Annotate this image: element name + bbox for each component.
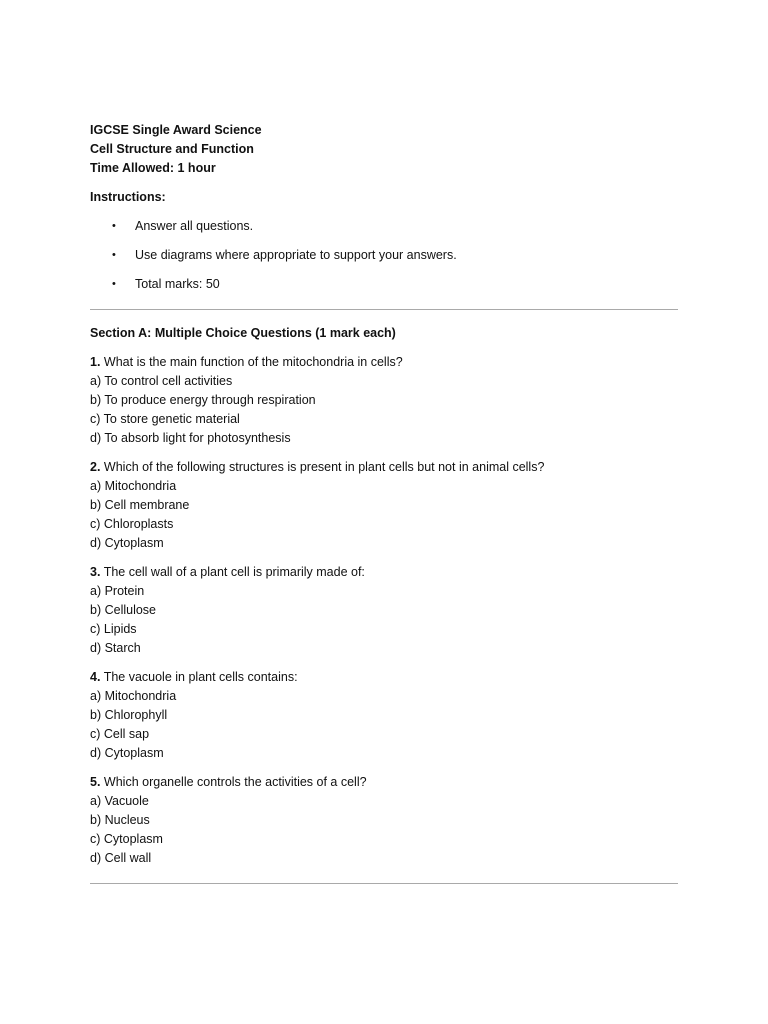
question-number: 5. [90, 775, 101, 789]
question-text: Which of the following structures is present in plant cells but not in animal cells? [103, 460, 545, 474]
question-text: The vacuole in plant cells contains: [103, 670, 298, 684]
question-3 [90, 563, 680, 658]
question-stem [90, 563, 680, 582]
instruction-text: Use diagrams where appropriate to support your answers. [135, 248, 457, 262]
answer-option: a) Protein [90, 584, 145, 598]
bullet-icon: • [112, 249, 116, 261]
document-header [90, 121, 680, 178]
question-2 [90, 458, 680, 553]
answer-option: a) Mitochondria [90, 479, 177, 493]
question-text: Which organelle controls the activities of a cell? [103, 775, 367, 789]
answer-option: b) Nucleus [90, 813, 150, 827]
answer-option: b) Chlorophyll [90, 708, 168, 722]
question-stem [90, 353, 680, 372]
time-allowed: Time Allowed: 1 hour [90, 161, 216, 175]
question-text: What is the main function of the mitochondria in cells? [103, 355, 403, 369]
question-number: 3. [90, 565, 101, 579]
instruction-text: Total marks: 50 [135, 277, 220, 291]
document-page [90, 121, 680, 898]
instruction-item [90, 217, 680, 236]
question-4 [90, 668, 680, 763]
answer-option: a) To control cell activities [90, 374, 233, 388]
answer-option: b) To produce energy through respiration [90, 393, 316, 407]
bullet-icon: • [112, 278, 116, 290]
answer-option: c) Cell sap [90, 727, 150, 741]
question-5 [90, 773, 680, 868]
section-divider [90, 883, 678, 884]
question-1 [90, 353, 680, 448]
section-divider [90, 309, 678, 310]
answer-option: c) Chloroplasts [90, 517, 174, 531]
answer-option: c) Cytoplasm [90, 832, 163, 846]
answer-option: d) Cell wall [90, 851, 152, 865]
question-text: The cell wall of a plant cell is primarily made of: [103, 565, 365, 579]
section-a-title: Section A: Multiple Choice Questions (1 mark each) [90, 326, 396, 340]
answer-option: d) Cytoplasm [90, 536, 164, 550]
topic-title: Cell Structure and Function [90, 142, 254, 156]
instruction-text: Answer all questions. [135, 219, 254, 233]
question-stem [90, 668, 680, 687]
answer-option: a) Vacuole [90, 794, 149, 808]
answer-option: d) Starch [90, 641, 141, 655]
answer-option: b) Cellulose [90, 603, 157, 617]
instructions-list [90, 217, 680, 294]
instruction-item [90, 246, 680, 265]
question-stem [90, 773, 680, 792]
answer-option: d) To absorb light for photosynthesis [90, 431, 291, 445]
question-number: 4. [90, 670, 101, 684]
bullet-icon: • [112, 220, 116, 232]
course-title: IGCSE Single Award Science [90, 123, 262, 137]
question-number: 1. [90, 355, 101, 369]
instructions-heading: Instructions: [90, 190, 166, 204]
question-number: 2. [90, 460, 101, 474]
answer-option: c) Lipids [90, 622, 137, 636]
answer-option: a) Mitochondria [90, 689, 177, 703]
instruction-item [90, 275, 680, 294]
question-stem [90, 458, 680, 477]
answer-option: d) Cytoplasm [90, 746, 164, 760]
answer-option: b) Cell membrane [90, 498, 190, 512]
answer-option: c) To store genetic material [90, 412, 240, 426]
